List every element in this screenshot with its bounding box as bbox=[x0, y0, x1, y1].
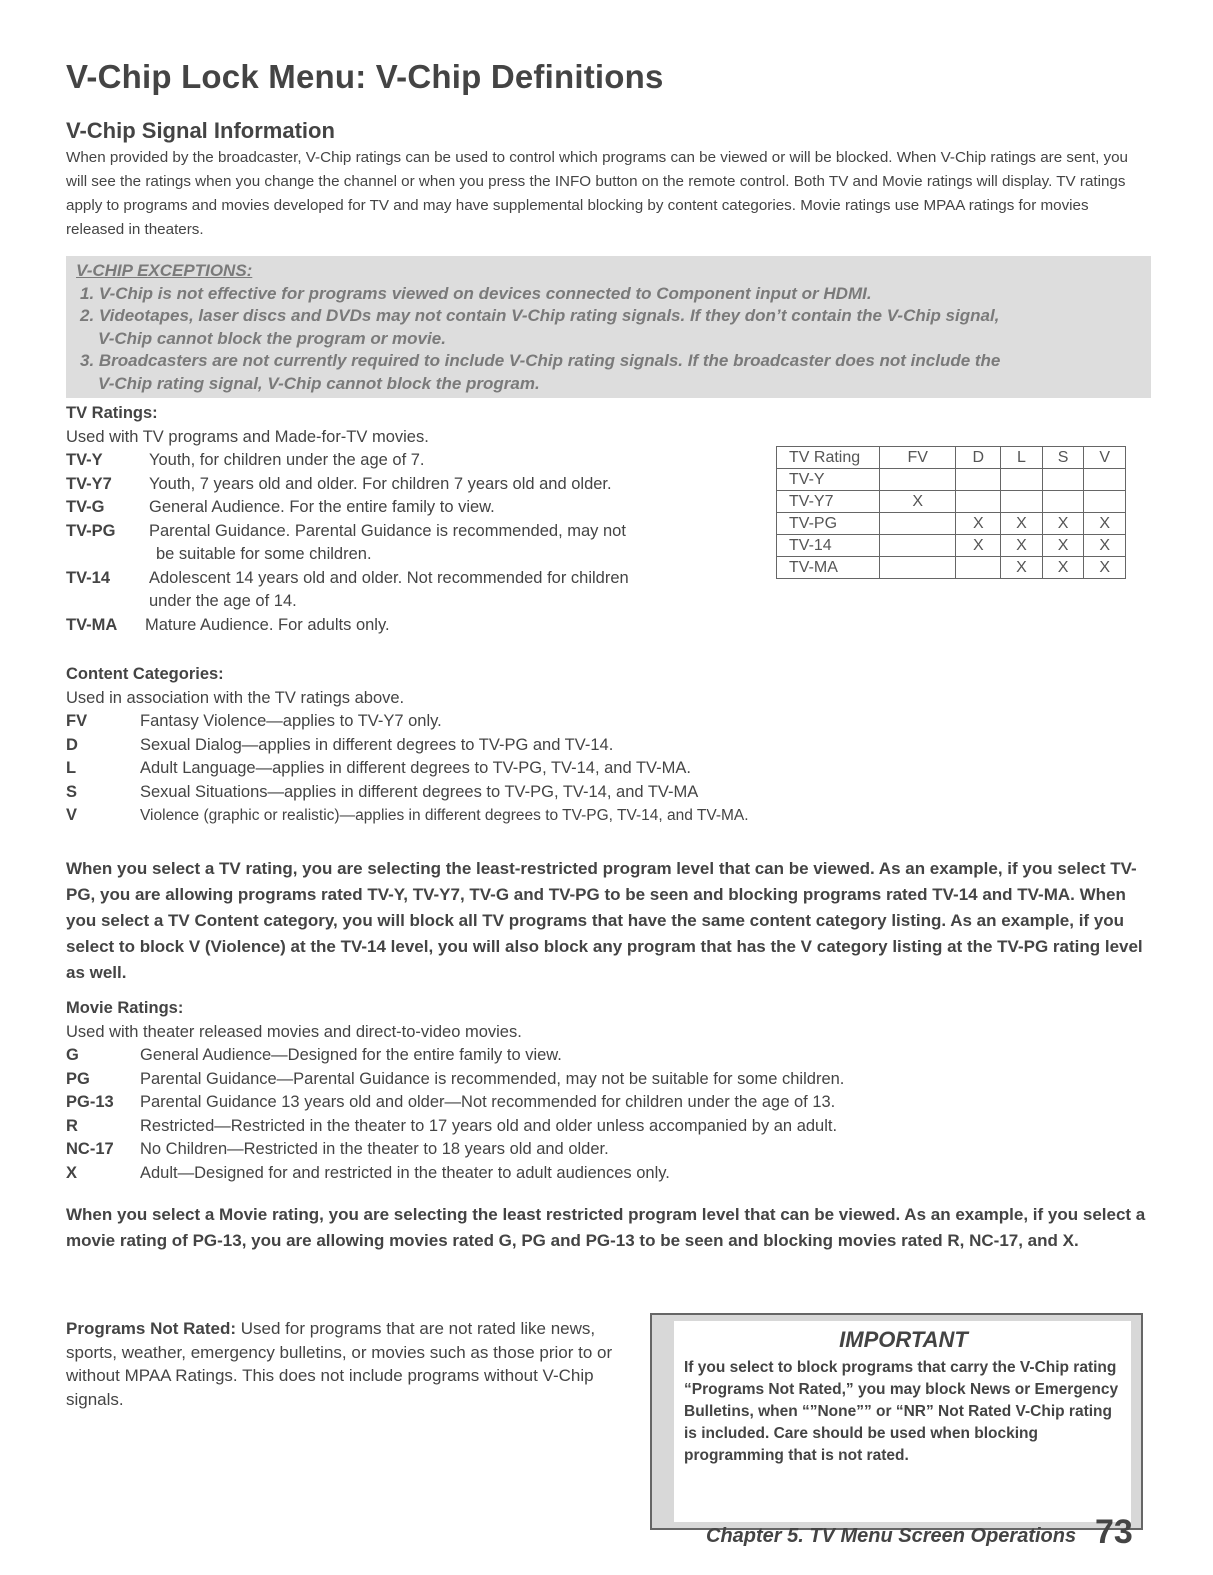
movie-rating-code: R bbox=[66, 1116, 78, 1135]
category-item bbox=[66, 781, 1066, 805]
table-row bbox=[777, 469, 1126, 491]
tv-rating-item bbox=[66, 520, 766, 567]
exception-item-3-cont: V-Chip rating signal, V-Chip cannot block the program. bbox=[98, 373, 540, 393]
page-number: 73 bbox=[1095, 1513, 1133, 1551]
rating-desc-cont: be suitable for some children. bbox=[156, 545, 372, 563]
exception-item-1: 1. V-Chip is not effective for programs viewed on devices connected to Component input or HDMI. bbox=[80, 283, 872, 303]
movie-ratings-section bbox=[66, 997, 1066, 1185]
movie-rating-item bbox=[66, 1138, 1066, 1162]
tv-rating-item bbox=[66, 614, 766, 638]
table-row bbox=[777, 535, 1126, 557]
table-cell: X bbox=[956, 513, 1001, 535]
rating-desc: Parental Guidance. Parental Guidance is recommended, may not bbox=[149, 521, 626, 540]
not-rated-label: Programs Not Rated: bbox=[66, 1319, 237, 1338]
programs-not-rated bbox=[66, 1317, 626, 1411]
important-inner bbox=[674, 1321, 1131, 1522]
table-cell bbox=[880, 469, 956, 491]
table-cell bbox=[1001, 491, 1043, 513]
tv-rating-table bbox=[776, 446, 1126, 579]
category-item bbox=[66, 804, 1066, 828]
movie-rating-code: X bbox=[66, 1163, 78, 1182]
intro-paragraph: When provided by the broadcaster, V-Chip ratings can be used to control which programs can be viewed or will be blocked. When V-Chip ratings are sent, you will see the ratings when you change the channel or when you press the INFO button on the remote control. Both TV and Movie ratings will display. TV ratings apply to programs and movies developed for TV and may have supplemental blocking by content categories. Movie ratings use MPAA ratings for movies released in theaters. bbox=[66, 149, 1129, 238]
movie-rating-code: G bbox=[66, 1046, 79, 1064]
rating-code: TV-Y7 bbox=[66, 474, 112, 493]
movie-ratings-label: Movie Ratings: bbox=[66, 999, 184, 1017]
movie-rating-item bbox=[66, 1068, 1066, 1092]
movie-rating-item bbox=[66, 1115, 1066, 1139]
category-code: FV bbox=[66, 712, 88, 730]
tv-rating-item bbox=[66, 567, 766, 614]
important-title: IMPORTANT bbox=[839, 1327, 968, 1352]
category-desc: Violence (graphic or realistic)—applies in different degrees to TV-PG, TV-14, and TV-MA. bbox=[140, 807, 749, 824]
page-title: V-Chip Lock Menu: V-Chip Definitions bbox=[66, 58, 664, 95]
table-cell: X bbox=[1084, 557, 1126, 579]
table-cell: X bbox=[1001, 535, 1043, 557]
tv-ratings-section bbox=[66, 402, 766, 637]
table-header: S bbox=[1042, 447, 1084, 469]
movie-rating-code: NC-17 bbox=[66, 1140, 114, 1158]
exceptions-title: V-CHIP EXCEPTIONS: bbox=[76, 261, 253, 280]
rating-desc: Adolescent 14 years old and older. Not recommended for children bbox=[149, 568, 629, 587]
movie-rating-desc: Adult—Designed for and restricted in the theater to adult audiences only. bbox=[140, 1163, 670, 1182]
movie-rating-desc: No Children—Restricted in the theater to 18 years old and older. bbox=[140, 1140, 609, 1158]
exception-item-3: 3. Broadcasters are not currently required to include V-Chip rating signals. If the broadcaster does not include the bbox=[80, 351, 1001, 370]
movie-rating-code: PG-13 bbox=[66, 1093, 114, 1111]
movie-rating-code: PG bbox=[66, 1069, 90, 1088]
table-row bbox=[777, 557, 1126, 579]
table-cell: TV-Y bbox=[777, 469, 880, 491]
important-box bbox=[650, 1313, 1143, 1530]
table-cell: X bbox=[1084, 513, 1126, 535]
table-cell: TV-PG bbox=[777, 513, 880, 535]
content-categories-section bbox=[66, 663, 1066, 828]
table-header: FV bbox=[880, 447, 956, 469]
category-code: L bbox=[66, 759, 77, 777]
table-cell bbox=[1042, 491, 1084, 513]
table-cell: X bbox=[1042, 557, 1084, 579]
tv-ratings-label: TV Ratings: bbox=[66, 404, 158, 422]
movie-rating-item bbox=[66, 1162, 1066, 1186]
vchip-exceptions-box bbox=[66, 256, 1151, 398]
table-cell bbox=[1042, 469, 1084, 491]
tv-ratings-usage: Used with TV programs and Made-for-TV movies. bbox=[66, 427, 429, 446]
category-desc: Sexual Situations—applies in different degrees to TV-PG, TV-14, and TV-MA bbox=[140, 782, 699, 801]
rating-desc-cont: under the age of 14. bbox=[149, 592, 297, 610]
category-desc: Adult Language—applies in different degrees to TV-PG, TV-14, and TV-MA. bbox=[140, 759, 691, 777]
category-code: D bbox=[66, 735, 78, 754]
table-cell: X bbox=[880, 491, 956, 513]
table-cell: TV-MA bbox=[777, 557, 880, 579]
table-cell: TV-Y7 bbox=[777, 491, 880, 513]
category-item bbox=[66, 734, 1066, 758]
rating-code: TV-14 bbox=[66, 568, 111, 587]
exception-item-2: 2. Videotapes, laser discs and DVDs may not contain V-Chip rating signals. If they don’t contain the V-Chip signal, bbox=[80, 306, 1000, 325]
tv-rating-item bbox=[66, 449, 766, 473]
tv-rating-note: When you select a TV rating, you are selecting the least-restricted program level that can be viewed. As an example, if you select TV-PG, you are allowing programs rated TV-Y, TV-Y7, TV-G and TV-PG to be seen and blocking programs rated TV-14 and TV-MA. When you select a TV Content category, you will block all TV programs that have the same content category listing. As an example, if you select to block V (Violence) at the TV-14 level, you will also block any program that has the V category listing at the TV-PG rating level as well. bbox=[66, 859, 1143, 982]
table-cell: X bbox=[1042, 513, 1084, 535]
section-title: V-Chip Signal Information bbox=[66, 118, 335, 143]
movie-rating-desc: Parental Guidance—Parental Guidance is recommended, may not be suitable for some children. bbox=[140, 1069, 845, 1088]
table-cell bbox=[880, 557, 956, 579]
rating-desc: Youth, 7 years old and older. For children 7 years old and older. bbox=[149, 474, 612, 493]
rating-code: TV-Y bbox=[66, 451, 103, 469]
table-cell bbox=[956, 491, 1001, 513]
rating-code: TV-G bbox=[66, 498, 105, 516]
content-categories-label: Content Categories: bbox=[66, 665, 224, 683]
table-cell bbox=[956, 557, 1001, 579]
movie-rating-desc: General Audience—Designed for the entire family to view. bbox=[140, 1046, 562, 1064]
category-desc: Sexual Dialog—applies in different degrees to TV-PG and TV-14. bbox=[140, 735, 614, 754]
movie-rating-item bbox=[66, 1044, 1066, 1068]
table-cell: X bbox=[1084, 535, 1126, 557]
table-cell: X bbox=[1042, 535, 1084, 557]
table-header: V bbox=[1084, 447, 1126, 469]
table-cell bbox=[1084, 491, 1126, 513]
table-cell bbox=[880, 513, 956, 535]
table-row bbox=[777, 491, 1126, 513]
table-header-row bbox=[777, 447, 1126, 469]
table-row bbox=[777, 513, 1126, 535]
not-rated-text: Used for programs that are not rated like news, sports, weather, emergency bulletins, or movies such as those prior to or without MPAA Ratings. This does not include programs without V-Chip signals. bbox=[66, 1319, 613, 1409]
important-text: If you select to block programs that carry the V-Chip rating “Programs Not Rated,” you may block News or Emergency Bulletins, when “”None”” or “NR” Not Rated V-Chip rating is included. Care should be used when blocking programming that is not rated. bbox=[684, 1359, 1119, 1464]
table-cell: X bbox=[1001, 513, 1043, 535]
table-cell bbox=[1084, 469, 1126, 491]
table-header: D bbox=[956, 447, 1001, 469]
category-item bbox=[66, 710, 1066, 734]
content-categories-usage: Used in association with the TV ratings above. bbox=[66, 688, 405, 707]
chapter-footer: Chapter 5. TV Menu Screen Operations bbox=[706, 1525, 1077, 1547]
movie-rating-desc: Parental Guidance 13 years old and older—Not recommended for children under the age of 13. bbox=[140, 1093, 836, 1111]
category-code: S bbox=[66, 782, 78, 801]
category-desc: Fantasy Violence—applies to TV-Y7 only. bbox=[140, 712, 442, 730]
category-code: V bbox=[66, 806, 78, 824]
table-cell: X bbox=[956, 535, 1001, 557]
table-header: TV Rating bbox=[777, 447, 880, 469]
rating-desc: Mature Audience. For adults only. bbox=[145, 615, 390, 634]
exception-item-2-cont: V-Chip cannot block the program or movie. bbox=[98, 328, 446, 348]
table-cell bbox=[1001, 469, 1043, 491]
movie-rating-item bbox=[66, 1091, 1066, 1115]
table-header: L bbox=[1001, 447, 1043, 469]
rating-code: TV-PG bbox=[66, 521, 116, 540]
rating-desc: Youth, for children under the age of 7. bbox=[149, 451, 425, 469]
tv-rating-item bbox=[66, 496, 766, 520]
movie-rating-desc: Restricted—Restricted in the theater to 17 years old and older unless accompanied by an adult. bbox=[140, 1116, 838, 1135]
category-item bbox=[66, 757, 1066, 781]
rating-code: TV-MA bbox=[66, 615, 118, 634]
table-cell bbox=[880, 535, 956, 557]
movie-rating-note: When you select a Movie rating, you are selecting the least restricted program level that can be viewed. As an example, if you select a movie rating of PG-13, you are allowing movies rated G, PG and PG-13 to be seen and blocking movies rated R, NC-17, and X. bbox=[66, 1205, 1146, 1250]
movie-ratings-usage: Used with theater released movies and direct-to-video movies. bbox=[66, 1022, 522, 1041]
table-cell: TV-14 bbox=[777, 535, 880, 557]
tv-rating-item bbox=[66, 473, 766, 497]
rating-desc: General Audience. For the entire family to view. bbox=[149, 498, 495, 516]
table-cell bbox=[956, 469, 1001, 491]
table-cell: X bbox=[1001, 557, 1043, 579]
